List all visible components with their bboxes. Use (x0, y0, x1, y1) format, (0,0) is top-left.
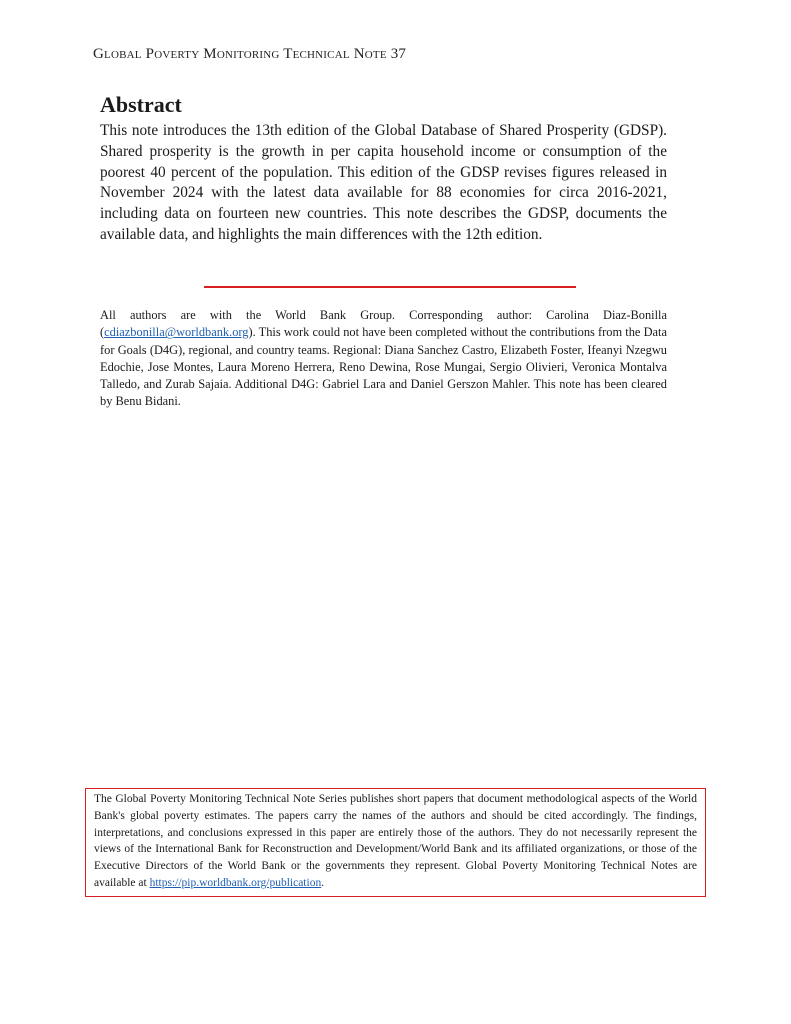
running-header: Global Poverty Monitoring Technical Note 37 (93, 46, 407, 62)
author-note (100, 307, 667, 411)
author-note-rest: ). This work could not have been completed without the contributions from the Data for Goals (D4G), regional, and country teams. Regional: Diana Sanchez Castro, Elizabeth Foster, Ifeanyi Nzegwu Edochie, Jose Montes, Laura Moreno Herrera, Reno Dewina, Rose Mungai, Sergio Olivieri, Veronica Montalva Talledo, and Zurab Sajaia. Additional D4G: Gabriel Lara and Daniel Gerszon Mahler. This note has been cleared by Benu Bidani. (100, 325, 667, 409)
section-divider (204, 286, 576, 288)
author-note-intro: All authors are with the World Bank Group. Corresponding author: Carolina Diaz-Bonilla ( (100, 308, 667, 340)
series-disclaimer-body: The Global Poverty Monitoring Technical Note Series publishes short papers that document methodological aspects of the World Bank's global poverty estimates. The papers carry the names of the authors and should be cited accordingly. The findings, interpretations, and conclusions expressed in this paper are entirely those of the authors. They do not necessarily represent the views of the International Bank for Reconstruction and Development/World Bank and its affiliated organizations, or those of the Executive Directors of the World Bank or the governments they represent. Global Poverty Monitoring Technical Notes are available at (94, 793, 697, 889)
series-disclaimer-text (94, 791, 697, 892)
series-disclaimer-box (85, 788, 706, 897)
abstract-body: This note introduces the 13th edition of the Global Database of Shared Prosperity (GDSP). Shared prosperity is the growth in per capita household income or consumption of the poorest 40 percent of the population. This edition of the GDSP revises figures released in November 2024 with the latest data available for 88 economies for circa 2016-2021, including data on fourteen new countries. This note describes the GDSP, documents the available data, and highlights the main differences with the 12th edition. (100, 122, 667, 243)
abstract-heading: Abstract (100, 92, 182, 117)
corresponding-author-email-link[interactable]: cdiazbonilla@worldbank.org (104, 325, 249, 340)
publication-url-link[interactable]: https://pip.worldbank.org/publication (149, 876, 322, 889)
series-disclaimer-end: . (321, 876, 325, 889)
